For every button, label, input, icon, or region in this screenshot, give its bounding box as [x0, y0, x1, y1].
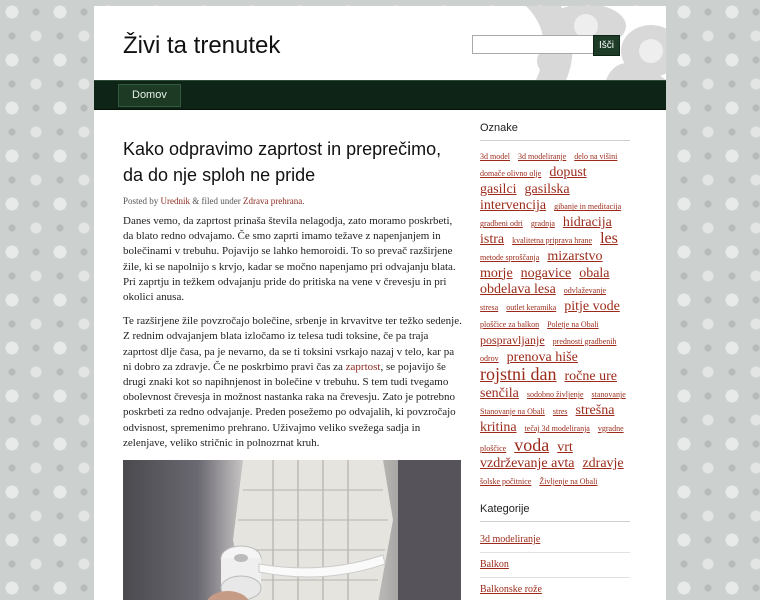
tag-link[interactable]: les [600, 229, 618, 247]
tag-link[interactable]: obala [579, 265, 610, 281]
tag-link[interactable]: pospravljanje [480, 332, 545, 347]
category-item [480, 553, 630, 578]
tag-link[interactable]: 3d modeliranje [518, 152, 567, 161]
tag-link[interactable]: prednosti gradbenih odrov [480, 336, 617, 363]
tag-link[interactable]: gasilci [480, 181, 517, 197]
tag-link[interactable]: senčila [480, 386, 519, 402]
header [94, 6, 666, 80]
tag-link[interactable]: stanovanje [591, 390, 626, 400]
tag-link[interactable]: stres [552, 406, 568, 416]
tags-heading: Oznake [480, 122, 630, 141]
tag-link[interactable]: sodobno življenje [526, 390, 584, 400]
post-title[interactable]: Kako odpravimo zaprtost in preprečimo, da do nje sploh ne pride [123, 139, 442, 185]
toilet-paper-photo-icon [123, 460, 461, 600]
tag-link[interactable]: vrt [557, 439, 573, 455]
tag-link[interactable]: domače olivno olje [480, 168, 542, 178]
tag-link[interactable]: šolske počitnice [480, 477, 532, 487]
tag-link[interactable]: ročne ure [564, 369, 617, 385]
category-link-3d-modeliranje[interactable]: 3d modeliranje [480, 533, 541, 545]
search-input[interactable] [472, 35, 596, 54]
tag-link[interactable]: pitje vode [564, 299, 620, 315]
main-content [123, 136, 463, 600]
tag-link[interactable]: Poletje na Obali [547, 319, 599, 329]
tag-link[interactable]: Življenje na Obali [539, 477, 598, 487]
zaprtost-link[interactable]: zaprtost [345, 360, 381, 373]
post-paragraph-1: Danes vemo, da zaprtost prinaša števila nelagodja, zato moramo poskrbeti, da blato redno odvajamo. Če smo zaprti imamo težave z napenjanjem in bolečinami v trebuhu. Pojavijo se lahko hemoroidi. To so prevač razširjene žile, ki se napolnijo s krvjo, kadar se močno napenjamo pri odvajanju blata. Pri zaprtju in težkem odvajanju pride do pritiska na vene v črevesju in pri okolici anusa. [123, 215, 456, 304]
sidebar [480, 122, 630, 600]
post-paragraph-2 [123, 314, 463, 451]
category-item [480, 528, 630, 553]
tag-link[interactable]: metode sproščanja [480, 252, 540, 262]
tag-link[interactable]: strešna kritina [480, 402, 615, 435]
meta-end: . [302, 196, 305, 206]
tag-link[interactable]: istra [480, 231, 505, 247]
meta-posted-by: Posted by [123, 196, 159, 206]
tag-link[interactable]: kvalitetna priprava hrane [512, 235, 593, 245]
post-paragraph-2-end: , se pojavijo še drugi znaki kot so napihnjenost in bolečine v trebuhu. S tem tudi tvegamo obolevnost črevesja in možnost nastanka raka na črevesju. Zato je potrebno poskrbeti za redno odvajanje. Preden posežemo po odvajalih, ki povzročajo odvisnost, spremenimo prehrano. Uživajmo veliko svežega sadja in zelenjave, veliko stričnic in polnozrnat kruh. [123, 360, 456, 449]
tag-link[interactable]: obdelava lesa [480, 282, 556, 298]
tag-link[interactable]: dopust [549, 164, 587, 180]
tag-link[interactable]: delo na višini [574, 152, 618, 161]
tag-link[interactable]: rojstni dan [480, 364, 557, 385]
category-link-balkon[interactable]: Balkon [480, 558, 509, 570]
meta-category-link[interactable]: Zdrava prehrana [243, 196, 303, 206]
main-navigation [94, 80, 666, 110]
tag-cloud [480, 147, 630, 489]
tag-link[interactable]: prenova hiše [506, 349, 578, 365]
tag-link[interactable]: gradbeni odri [480, 219, 523, 229]
search-button[interactable]: Išči [593, 35, 620, 56]
nav-item-domov[interactable]: Domov [118, 84, 181, 107]
tag-link[interactable]: mizarstvo [547, 248, 603, 264]
post-meta [123, 196, 463, 206]
tag-link[interactable]: tečaj 3d modeliranja [524, 423, 590, 433]
tag-link[interactable]: gasilska intervencija [480, 181, 570, 214]
tag-link[interactable]: gradnja [530, 219, 555, 229]
tag-link[interactable]: zdravje [582, 456, 624, 472]
tag-link[interactable]: gibanje in meditacija [554, 202, 622, 212]
post-image [123, 460, 461, 600]
post-paragraph-2-start: Te razširjene žile povzročajo bolečine, srbenje in krvavitve ter težko sedenje. Z rednim odvajanjem blata izločamo iz telesa tudi toksine, če pa traja zaprtost dlje časa, pa je nevarno, da se ti toksini vsrkajo nazaj v telo, kar pa ni dobro za zdravje. Če ne poskrbimo pravi čas za [123, 315, 462, 373]
tag-link[interactable]: morje [480, 265, 513, 281]
tag-link[interactable]: odvlaževanje stresa [480, 286, 606, 313]
tag-link[interactable]: Stanovanje na Obali [480, 406, 545, 416]
category-link-balkonske-roze[interactable]: Balkonske rože [480, 583, 542, 595]
tag-link[interactable]: ploščice za balkon [480, 319, 540, 329]
categories-list [480, 528, 630, 600]
tag-link[interactable]: vgradne ploščice [480, 423, 624, 453]
meta-author-link[interactable]: Urednik [160, 196, 191, 206]
tag-link[interactable]: voda [514, 434, 550, 455]
tag-link[interactable]: vzdrževanje avta [480, 456, 575, 472]
categories-heading: Kategorije [480, 503, 630, 522]
tag-link[interactable]: 3d model [480, 152, 510, 161]
category-item [480, 578, 630, 600]
tag-link[interactable]: nogavice [520, 265, 572, 281]
meta-filed-under: & filed under [192, 196, 241, 206]
page [94, 6, 666, 600]
site-title[interactable]: Živi ta trenutek [123, 32, 281, 59]
tag-link[interactable]: outlet keramika [506, 303, 557, 313]
tag-link[interactable]: hidracija [562, 215, 612, 231]
